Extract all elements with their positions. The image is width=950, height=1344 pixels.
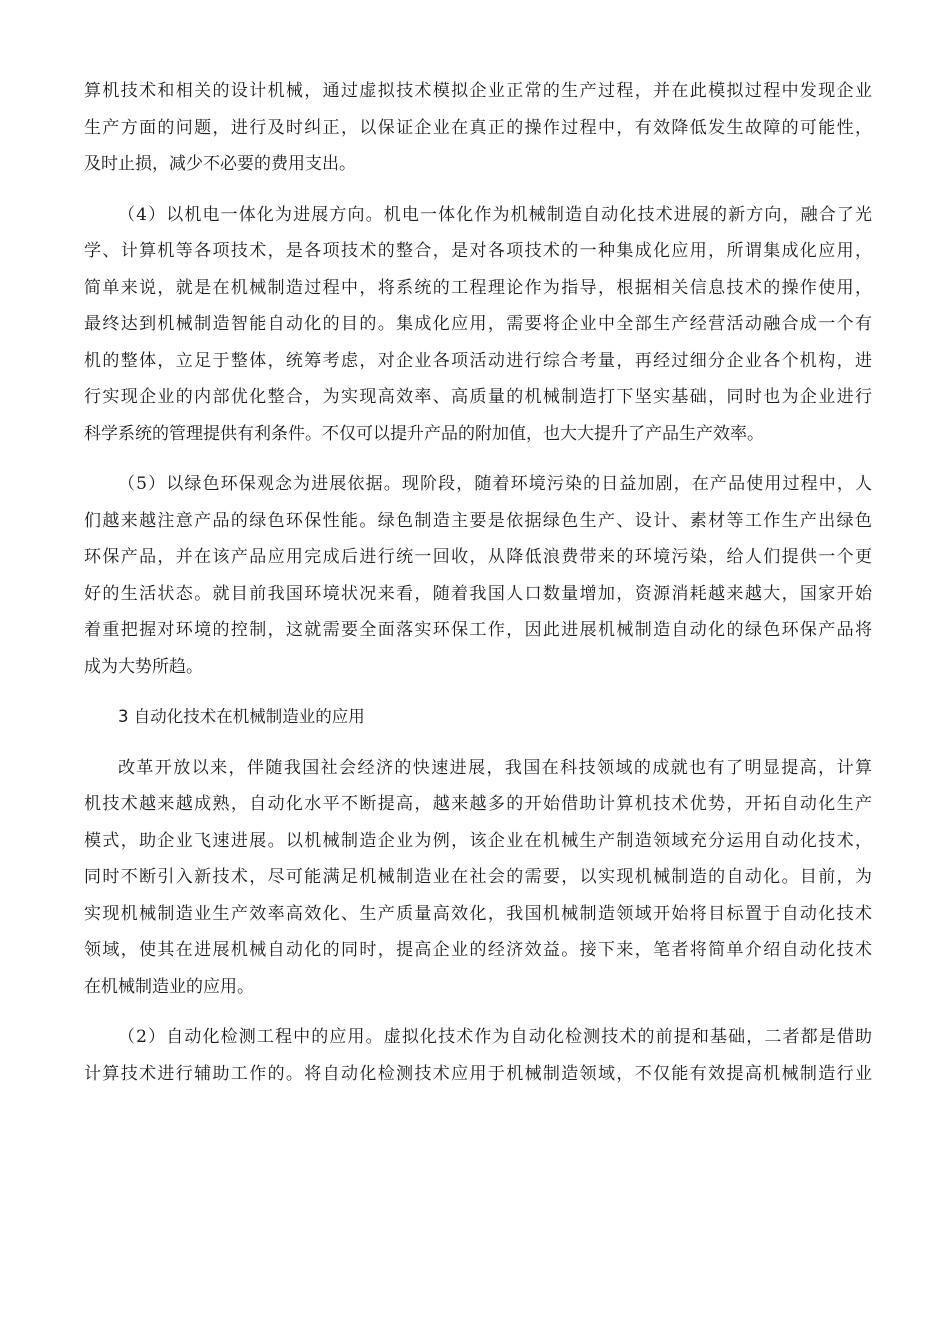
text-line: 领域，使其在进展机械自动化的同时，提高企业的经济效益。接下来，笔者将简单介绍自动化技术 xyxy=(84,940,872,960)
text-line: 生产方面的问题，进行及时纠正，以保证企业在真正的操作过程中，有效降低发生故障的可能性， xyxy=(84,117,872,138)
text-line: （5）以绿色环保观念为进展依据。现阶段，随着环境污染的日益加剧，在产品使用过程中，人 xyxy=(118,474,872,494)
text-line: 科学系统的管理提供有利条件。不仅可以提升产品的附加值，也大大提升了产品生产效率。 xyxy=(84,423,764,444)
paragraph-mechatronics xyxy=(84,197,872,453)
text-line: 计算技术进行辅助工作的。将自动化检测技术应用于机械制造领域，不仅能有效提高机械制造行业 xyxy=(84,1063,872,1084)
text-line: 最终达到机械制造智能自动化的目的。集成化应用，需要将企业中全部生产经营活动融合成一个有 xyxy=(84,314,872,334)
section-heading: 3 自动化技术在机械制造业的应用 xyxy=(118,707,365,726)
text-line: 成为大势所趋。 xyxy=(84,656,203,677)
text-line: 学、计算机等各项技术，是各项技术的整合，是对各项技术的一种集成化应用，所谓集成化应用， xyxy=(84,241,872,261)
text-line: 机的整体，立足于整体，统筹考虑，对企业各项活动进行综合考量，再经过细分企业各个机构，进 xyxy=(84,350,872,371)
text-line: （2）自动化检测工程中的应用。虚拟化技术作为自动化检测技术的前提和基础，二者都是借助 xyxy=(118,1027,872,1047)
paragraph-automated-inspection xyxy=(84,1019,872,1092)
text-line: 们越来越注意产品的绿色环保性能。绿色制造主要是依据绿色生产、设计、素材等工作生产出绿色 xyxy=(84,510,872,531)
paragraph-continuation xyxy=(84,73,872,183)
document-page xyxy=(84,73,872,1106)
text-line: 算机技术和相关的设计机械，通过虚拟技术模拟企业正常的生产过程，并在此模拟过程中发现企业 xyxy=(84,81,872,101)
text-line: （4）以机电一体化为进展方向。机电一体化作为机械制造自动化技术进展的新方向，融合了光 xyxy=(118,204,872,225)
text-line: 机技术越来越成熟，自动化水平不断提高，越来越多的开始借助计算机技术优势，开拓自动化生产 xyxy=(84,794,872,814)
text-line: 同时不断引入新技术，尽可能满足机械制造业在社会的需要，以实现机械制造的自动化。目前，为 xyxy=(84,867,872,887)
text-line: 在机械制造业的应用。 xyxy=(84,976,254,997)
text-line: 环保产品，并在该产品应用完成后进行统一回收，从降低浪费带来的环境污染，给人们提供一个更 xyxy=(84,547,872,567)
text-line: 好的生活状态。就目前我国环境状况来看，随着我国人口数量增加，资源消耗越来越大，国家开始 xyxy=(84,583,872,604)
text-line: 模式，助企业飞速进展。以机械制造企业为例，该企业在机械生产制造领域充分运用自动化技术， xyxy=(84,830,872,851)
text-line: 着重把握对环境的控制，这就需要全面落实环保工作，因此进展机械制造自动化的绿色环保产品将 xyxy=(84,620,872,640)
text-line: 实现机械制造业生产效率高效化、生产质量高效化，我国机械制造领域开始将目标置于自动化技术 xyxy=(84,903,872,924)
text-line: 及时止损，减少不必要的费用支出。 xyxy=(84,154,356,174)
paragraph-green-environment xyxy=(84,466,872,685)
paragraph-reform-intro xyxy=(84,750,872,1006)
text-line: 行实现企业的内部优化整合，为实现高效率、高质量的机械制造打下坚实基础，同时也为企业进行 xyxy=(84,387,872,407)
text-line: 简单来说，就是在机械制造过程中，将系统的工程理论作为指导，根据相关信息技术的操作使用， xyxy=(84,277,872,298)
text-line: 改革开放以来，伴随我国社会经济的快速进展，我国在科技领域的成就也有了明显提高，计算 xyxy=(118,757,872,778)
